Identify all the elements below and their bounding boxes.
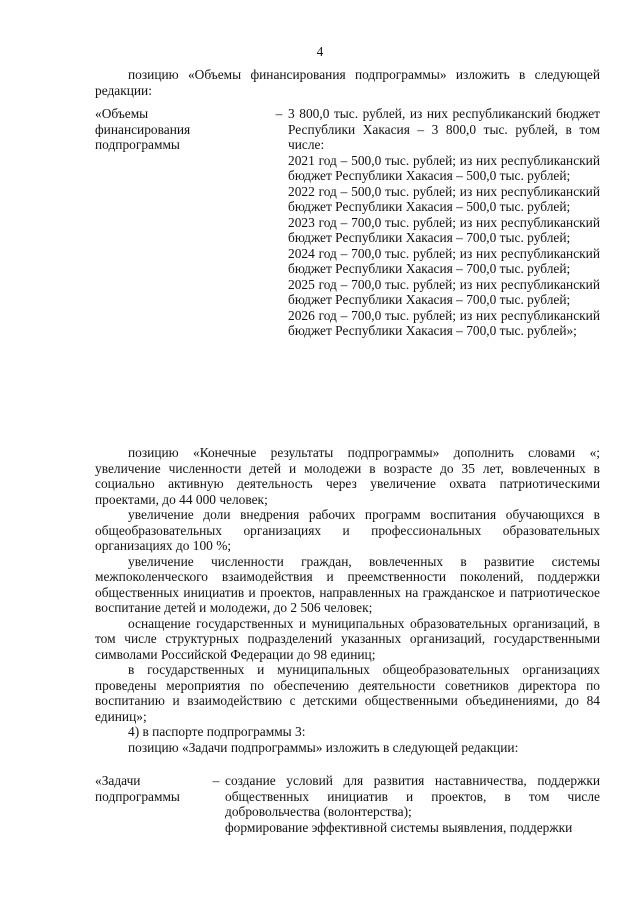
paragraph-text: позицию «Задачи подпрограммы» изложить в следующей редакции:: [128, 739, 519, 755]
financing-year-2021: 2021 год – 500,0 тыс. рублей; из них республиканский бюджет Республики Хакасия – 500,0 тыс. рублей;: [288, 152, 600, 183]
paragraph-text: позицию «Конечные результаты подпрограммы» дополнить словами «; увеличение численности детей и молодежи в возрасте до 35 лет, вовлеченных в социально активную деятельность через увеличение охвата патриотическими проектами, до 44 000 человек;: [95, 445, 600, 507]
financing-total: 3 800,0 тыс. рублей, из них республиканский бюджет Республики Хакасия – 3 800,0 тыс. рублей, в том числе:: [288, 106, 600, 152]
tasks-label: «Задачи подпрограммы: [95, 773, 180, 804]
paragraph-text: увеличение численности граждан, вовлеченных в развитие системы межпоколенческого взаимодействия и преемственности поколений, поддержки общественных инициатив и проектов, направленных на гражданское и патриотическое воспитание детей и молодежи, до 2 506 человек;: [95, 553, 600, 615]
paragraph-text: увеличение доли внедрения рабочих программ воспитания обучающихся в общеобразовательных организациях и профессиональных образовательных организациях до 100 %;: [95, 507, 600, 553]
results-paragraphs: [95, 445, 600, 755]
financing-year-2023: 2023 год – 700,0 тыс. рублей; из них республиканский бюджет Республики Хакасия – 700,0 тыс. рублей;: [288, 214, 600, 245]
task-item: формирование эффективной системы выявления, поддержки: [225, 819, 573, 835]
financing-year-2022: 2022 год – 500,0 тыс. рублей; из них республиканский бюджет Республики Хакасия – 500,0 тыс. рублей;: [288, 183, 600, 214]
page-number: 4: [316, 44, 324, 59]
paragraph-text: в государственных и муниципальных общеобразовательных организациях проведены мероприятия по обеспечению деятельности советников директора по воспитанию и взаимодействию с детскими общественными объединениями, до 84 единиц»;: [95, 662, 600, 724]
dash-separator: –: [275, 106, 283, 121]
intro-paragraph-financing: [95, 67, 600, 98]
dash-separator: –: [212, 773, 220, 788]
task-item: создание условий для развития наставничества, поддержки общественных инициатив и проектов, в том числе добровольчества (волонтерства);: [225, 773, 600, 819]
financing-year-2026: 2026 год – 700,0 тыс. рублей; из них республиканский бюджет Республики Хакасия – 700,0 тыс. рублей»;: [288, 307, 600, 338]
financing-label: «Объемы финансирования подпрограммы: [95, 106, 191, 152]
tasks-values: [225, 773, 600, 835]
paragraph-text: 4) в паспорте подпрограммы 3:: [128, 724, 306, 739]
tasks-table-row: [95, 773, 600, 835]
financing-values: [288, 106, 600, 339]
financing-table-row: [95, 106, 600, 339]
financing-year-2025: 2025 год – 700,0 тыс. рублей; из них республиканский бюджет Республики Хакасия – 700,0 тыс. рублей;: [288, 276, 600, 307]
paragraph-text: оснащение государственных и муниципальных образовательных организаций, в том числе структурных подразделений указанных организаций, государственными символами Российской Федерации до 98 единиц;: [95, 615, 600, 662]
financing-year-2024: 2024 год – 700,0 тыс. рублей; из них республиканский бюджет Республики Хакасия – 700,0 тыс. рублей;: [288, 245, 600, 276]
paragraph-text: позицию «Объемы финансирования подпрограммы» изложить в следующей редакции:: [95, 67, 600, 98]
